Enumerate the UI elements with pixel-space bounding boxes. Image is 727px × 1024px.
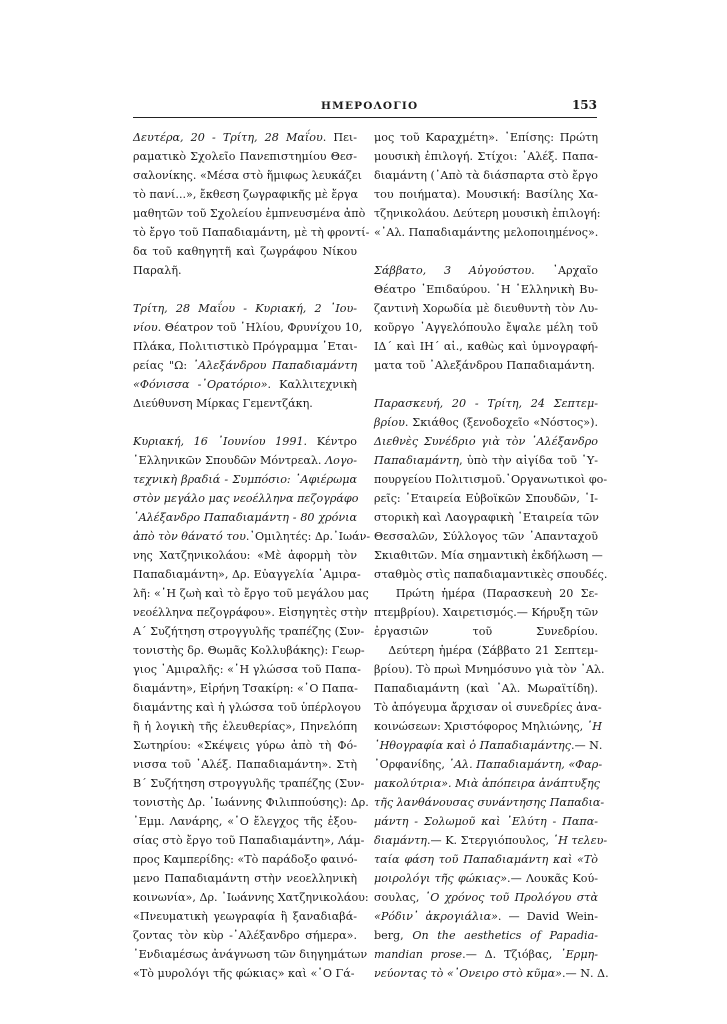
text-line: μαθητῶν τοῦ Σχολείου ἐμπνευσμένα ἀπὸ [133, 207, 366, 220]
page-number: 153 [571, 98, 597, 112]
paragraph [374, 261, 598, 375]
text-line: νίου. Θέατρον τοῦ ῾Ηλίου, Φρυνίχου 10, [133, 321, 363, 334]
text-line: διαμάντης καὶ ἡ γλώσσα τοῦ ὑπέρλογου [133, 701, 361, 714]
left-column [133, 128, 371, 983]
page-header [133, 96, 597, 120]
text-line: μος τοῦ Καραχμέτη». ᾿Επίσης: Πρώτη [374, 131, 598, 144]
text-line: τῆς λανθάνουσας συνάντησης Παπαδια- [374, 796, 605, 809]
text-line: ζοντας τὸν κὺρ -᾿Αλέξανδρο σήμερα». [133, 929, 357, 942]
text-line: mandian prose.— Δ. Τζιόβας, ᾿Ερμη- [374, 948, 598, 961]
text-line: πτεμβρίου). Χαιρετισμός.— Κήρυξη τῶν [374, 606, 599, 619]
text-line: ἀπὸ τὸν θάνατό του.᾿Ομιλητές: Δρ.᾿Ιωάν- [133, 530, 371, 543]
text-line: λῆ: «῾Η ζωὴ καὶ τὸ ἔργο τοῦ μεγάλου μας [133, 587, 369, 600]
text-line: ᾿Ορφανίδης, ᾿Αλ. Παπαδιαμάντη, «Φαρ- [374, 758, 603, 771]
text-line: Θέατρο ᾿Επιδαύρου. ῾Η ῾Ελληνικὴ Βυ- [374, 283, 598, 296]
text-line: νεύοντας τὸ «᾿Ονειρο στὸ κῦμα».— Ν. Δ. [374, 967, 609, 980]
text-line: πουργείου Πολιτισμοῦ.᾿Οργανωτικοὶ φο- [374, 473, 608, 486]
text-line: Πρώτη ἡμέρα (Παρασκευὴ 20 Σε- [374, 587, 598, 600]
text-line: «Φόνισσα -᾿Ορατόριο». Καλλιτεχνικὴ [133, 378, 357, 391]
text-line: Παραλῆ. [133, 264, 182, 277]
text-line: Β΄ Συζήτηση στρογγυλῆς τραπέζης (Συν- [133, 777, 365, 790]
paragraph [133, 299, 363, 413]
text-line: ραματικὸ Σχολεῖο Πανεπιστημίου Θεσ- [133, 150, 357, 163]
text-line: «Τὸ μυρολόγι τῆς φώκιας» καὶ «῾Ο Γά- [133, 967, 355, 980]
text-line: μουσικὴ ἐπιλογή. Στίχοι: ᾿Αλέξ. Παπα- [374, 150, 598, 163]
text-line: ᾿Αλέξανδρο Παπαδιαμάντη - 80 χρόνια [133, 511, 357, 524]
text-line: μενο Παπαδιαμάντη στὴν νεοελληνικὴ [133, 872, 357, 885]
text-line: μακολύτρια». Μιὰ ἀπόπειρα ἀνάπτυξης [374, 777, 600, 790]
text-line: σουλας, ῾Ο χρόνος τοῦ Προλόγου στὰ [374, 891, 598, 904]
text-line: ἢ ἡ λογικὴ τῆς ἐλευθερίας», Πηνελόπη [133, 720, 357, 733]
text-line: νεοέλληνα πεζογράφου». Εἰσηγητὲς στὴν [133, 606, 368, 619]
text-line: στορικὴ καὶ Λαογραφικὴ ῾Εταιρεία τῶν [374, 511, 599, 524]
text-line: τεχνικὴ βραδιά - Συμπόσιο: ᾿Αφιέρωμα [133, 473, 357, 486]
text-line: τονιστὴς δρ. Θωμᾶς Κολλυβάκης): Γεωρ- [133, 644, 365, 657]
text-line: βρίου). Τὸ πρωὶ Μνημόσυνο γιὰ τὸν ᾿Αλ. [374, 663, 605, 676]
text-line: ῾Ελληνικῶν Σπουδῶν Μόντρεαλ. Λογο- [133, 454, 357, 467]
text-line: Δευτέρα, 20 - Τρίτη, 28 Μαΐου. Πει- [133, 131, 357, 144]
paragraph [133, 432, 371, 983]
text-line: κοινωνία», Δρ. ᾿Ιωάννης Χατζηνικολάου: [133, 891, 369, 904]
text-line: Κυριακή, 16 ᾿Ιουνίου 1991. Κέντρο [133, 435, 358, 448]
right-column [374, 128, 609, 983]
text-line: τζηνικολάου. Δεύτερη μουσικὴ ἐπιλογή: [374, 207, 601, 220]
paragraph-gap [133, 280, 357, 299]
text-line: Σάββατο, 3 Αὐγούστου. ᾿Αρχαῖο [374, 264, 598, 277]
text-line: Παπαδιαμάντη», Δρ. Εὐαγγελία ᾿Αμιρα- [133, 568, 361, 581]
text-line: τὸ ἔργο τοῦ Παπαδιαμάντη, μὲ τὴ φροντί- [133, 226, 370, 239]
text-line: ρεῖς: ῾Εταιρεία Εὐβοϊκῶν Σπουδῶν, ῾Ι- [374, 492, 598, 505]
text-line: μάντη - Σολωμοῦ καὶ ᾿Ελύτη - Παπα- [374, 815, 598, 828]
text-line: σίας στὸ ἔργο τοῦ Παπαδιαμάντη», Λάμ- [133, 834, 365, 847]
text-line: ᾿Ενδιαμέσως ἀνάγνωση τῶν διηγημάτων [133, 948, 368, 961]
text-line: ῾Ηθογραφία καὶ ὁ Παπαδιαμάντης.— Ν. [374, 739, 603, 752]
text-line: Διεύθυνση Μίρκας Γεμεντζάκη. [133, 397, 313, 410]
header-rule [133, 117, 597, 118]
paragraph-gap [374, 375, 598, 394]
text-line: γιος ᾿Αμιραλῆς: «῾Η γλώσσα τοῦ Παπα- [133, 663, 361, 676]
text-line: Διεθνὲς Συνέδριο γιὰ τὸν ᾿Αλέξανδρο [374, 435, 598, 448]
text-line: κοινώσεων: Χριστόφορος Μηλιώνης, ῾Η [374, 720, 602, 733]
text-line: μοιρολόγι τῆς φώκιας».— Λουκᾶς Κού- [374, 872, 598, 885]
text-line: Τρίτη, 28 Μαΐου - Κυριακή, 2 ᾿Ιου- [133, 302, 357, 315]
text-line: Σκιαθιτῶν. Μία σημαντικὴ ἐκδήλωση — [374, 549, 603, 562]
text-line: του ποιήματα). Μουσική: Βασίλης Χα- [374, 188, 598, 201]
text-line: ρείας "Ω: ᾿Αλεξάνδρου Παπαδιαμάντη [133, 359, 358, 372]
text-line: σαλονίκης. «Μέσα στὸ ἥμιφως λευκάζει [133, 169, 362, 182]
text-line: Πλάκα, Πολιτιστικὸ Πρόγραμμα ῾Εται- [133, 340, 358, 353]
paragraph-gap [374, 242, 598, 261]
text-line: νης Χατζηνικολάου: «Μὲ ἀφορμὴ τὸν [133, 549, 357, 562]
text-line: κοῦργο ᾿Αγγελόπουλο ἔψαλε μέλη τοῦ [374, 321, 598, 334]
paragraph [374, 128, 601, 242]
paragraph [374, 394, 609, 983]
text-line: στὸν μεγάλο μας νεοέλληνα πεζογράφο [133, 492, 359, 505]
text-line: ματα τοῦ ᾿Αλεξάνδρου Παπαδιαμάντη. [374, 359, 595, 372]
text-line: «᾿Αλ. Παπαδιαμάντης μελοποιημένος». [374, 226, 599, 239]
text-line: ᾿Εμμ. Λανάρης, «῾Ο ἔλεγχος τῆς ἐξου- [133, 815, 357, 828]
text-line: berg, On the aesthetics of Papadia- [374, 929, 598, 942]
text-line: ΙΔ΄ καὶ ΙΗ΄ αἰ., καθὼς καὶ ὑμνογραφή- [374, 340, 598, 353]
paragraph-gap [133, 413, 357, 432]
text-line: διαμάντη», Εἰρήνη Τσακίρη: «῾Ο Παπα- [133, 682, 358, 695]
text-line: δα τοῦ καθηγητῆ καὶ ζωγράφου Νίκου [133, 245, 357, 258]
text-line: σταθμὸς στὶς παπαδιαμαντικὲς σπουδές. [374, 568, 608, 581]
text-line: βρίου. Σκιάθος (ξενοδοχεῖο «Νόστος»). [374, 416, 598, 429]
text-line: διαμάντη (᾿Απὸ τὰ διάσπαρτα στὸ ἔργο [374, 169, 599, 182]
running-title: ΗΜΕΡΟΛΟΓΙΟ [321, 100, 419, 112]
text-line: ταία φάση τοῦ Παπαδιαμάντη καὶ «Τὸ [374, 853, 598, 866]
text-line: τὸ πανί...», ἔκθεση ζωγραφικῆς μὲ ἔργα [133, 188, 359, 201]
text-line: Α΄ Συζήτηση στρογγυλῆς τραπέζης (Συν- [133, 625, 365, 638]
text-line: ζαντινὴ Χορωδία μὲ διευθυντὴ τὸν Λυ- [374, 302, 598, 315]
text-line: τονιστὴς Δρ. ᾿Ιωάννης Φιλιππούσης): Δρ. [133, 796, 369, 809]
text-line: Δεύτερη ἡμέρα (Σάββατο 21 Σεπτεμ- [374, 644, 598, 657]
text-line: Θεσσαλῶν, Σύλλογος τῶν ᾿Απανταχοῦ [374, 530, 598, 543]
paragraph [133, 128, 370, 280]
text-line: Σωτηρίου: «Σκέψεις γύρω ἀπὸ τὴ Φό- [133, 739, 357, 752]
text-line: Παπαδιαμάντη (καὶ ᾿Αλ. Μωραϊτίδη). [374, 682, 598, 695]
text-line: νισσα τοῦ ᾿Αλέξ. Παπαδιαμάντη». Στὴ [133, 758, 357, 771]
text-line: Τὸ ἀπόγευμα ἄρχισαν οἱ συνεδρίες ἀνα- [374, 701, 602, 714]
text-line: Παπαδιαμάντη, ὑπὸ τὴν αἰγίδα τοῦ ῾Υ- [374, 454, 598, 467]
text-line: προς Καμπερίδης: «Τὸ παράδοξο φαινό- [133, 853, 358, 866]
text-line: «Πνευματικὴ γεωγραφία ἢ ξαναδιαβά- [133, 910, 357, 923]
text-line: Παρασκευή, 20 - Τρίτη, 24 Σεπτεμ- [374, 397, 598, 410]
text-line: διαμάντη.— Κ. Στεργιόπουλος, ῾Η τελευ- [374, 834, 608, 847]
text-line: «Ρόδιν᾿ ἀκρογιάλια». — David Wein- [374, 910, 598, 923]
text-line: ἐργασιῶν τοῦ Συνεδρίου. [374, 625, 598, 638]
